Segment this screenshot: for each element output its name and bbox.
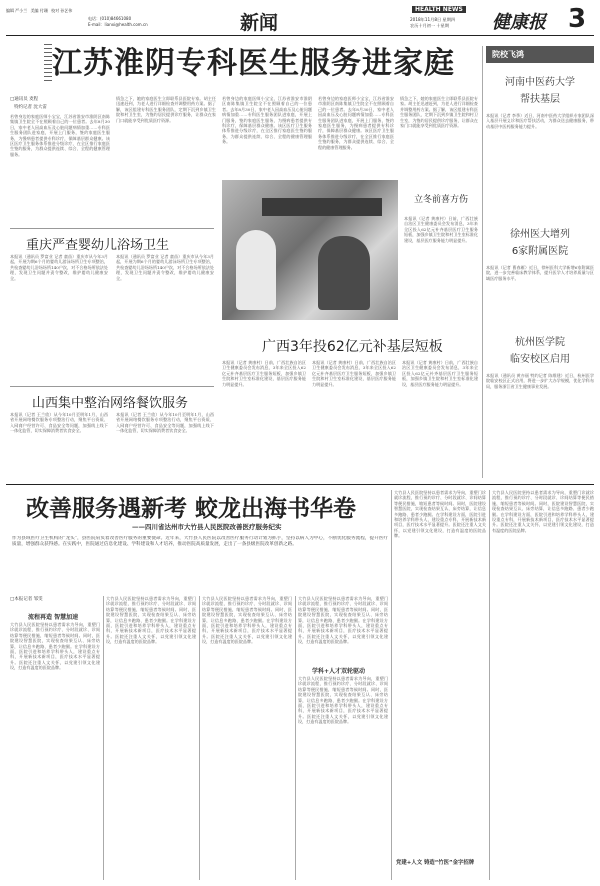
hospital-photo [222, 180, 398, 320]
jiangsu-col-2: 情急之下，她的家庭医生立即联系县医院专家。胡主任迅速赶到，为老人进行详细检查并调整用药方案。据了解，该区组建专科医生服务团队，定期下沉到乡镇卫生院和村卫生室，为签约居民提供诊疗服务，让群众在家门口就能享受到优质医疗资源。 [116, 96, 216, 123]
photo-caption-title: 立冬前喜方伤 [413, 195, 468, 205]
guangxi-headline: 广西3年投62亿元补基层短板 [262, 339, 443, 355]
sidebar-item-1-sub: 帮扶基层 [520, 94, 560, 105]
jiangsu-col-4: 若曾身边的家庭医师小宝宝，江苏省淮安市淮阴区南陈集镇卫生院全不在照顾着自己的一位患者。去年8月30日，家中老人因高血压及心脏问题病情加重……专科医生服务团队进家庭，开展上门服务，签约家庭医生服务，为慢病患者提供专科诊疗，保障基层群众健康。该区医疗卫生服务体系推进分级诊疗，在全区推行家庭医生签约服务，为群众提供连续、综合、全程的健康管理服务。 [318, 96, 394, 150]
feature-top-rule [6, 484, 594, 485]
main-headline: 江苏淮阴专科医生服务进家庭 [52, 46, 455, 81]
feature-col-5: 大竹县人民医院坚持以患者需求为导向，重塑门诊就诊流程，推行预约诊疗、分时段就诊、诊间结算等便民措施，缩短患者等候时间。同时，医院建设智慧医院，实现检查结果互认、床旁结算，让信息多跑路、患者少跑腿。在学科建设方面，医院引进和培养学科带头人，建设重点专科，开展新技术新项目，医疗技术水平显著提升。医院还注重人文关怀，以党建引领文化建设，打造有温度的医院品牌。 [394, 490, 486, 539]
feature-subhead-1: 流程再造 智慧加速 [28, 614, 79, 621]
designer-tag: 美编 付珊 [30, 8, 48, 13]
guizhou-headline: 重庆严查婴幼儿浴场卫生 [26, 238, 170, 253]
page-number: 3 [568, 4, 587, 34]
guizhou-col-2: 本报讯（通讯员 罗富业 记者 童苗）重庆市从今年3月起，开展为期6个月的婴幼儿游泳场所卫生专项整治，共检查婴幼儿浴场场所140户次，对不合格场所依法处理，发现卫生问题并责令整改，维护婴幼儿健康安全。 [116, 254, 214, 281]
feature-headline: 改善服务遇新考 蛟龙出海书华卷 [26, 496, 357, 522]
health-news-label: HEALTH NEWS [412, 6, 466, 13]
sidebar [486, 46, 594, 478]
sidebar-item-3-sub: 临安校区启用 [510, 354, 570, 365]
feature-subhead-2: 学科+人才双轮驱动 [312, 668, 366, 675]
photo-banner [262, 198, 382, 216]
jiangsu-col-1: 若曾身边的家庭医师小宝宝，江苏省淮安市淮阴区南陈集镇卫生院全不在照顾着自己的一位患者。去年8月30日，家中老人因高血压及心脏问题病情加重……专科医生服务团队进家庭，开展上门服务，签约家庭医生服务，为慢病患者提供专科诊疗，保障基层群众健康。该区医疗卫生服务体系推进分级诊疗，在全区推行家庭医生签约服务，为群众提供连续、综合、全程的健康管理服务。 [10, 114, 110, 157]
feature-col-1a: 大竹县人民医院坚持以患者需求为导向，重塑门诊就诊流程，推行预约诊疗、分时段就诊、诊间结算等便民措施，缩短患者等候时间。同时，医院建设智慧医院，实现检查结果互认、床旁结算，让信息多跑路、患者少跑腿。在学科建设方面，医院引进和培养学科带头人，建设重点专科，开展新技术新项目，医疗技术水平显著提升。医院还注重人文关怀，以党建引领文化建设，打造有温度的医院品牌。 [10, 622, 100, 671]
guangxi-col-3: 本报讯（记者 黄康村）日前，广西壮族自治区卫生健康委员会发布消息，3年来全区投入62亿元补齐基层医疗卫生服务短板，加强乡镇卫生院和村卫生室标准化建设，基层医疗服务能力明显提升。 [402, 360, 478, 387]
guangxi-col-1: 本报讯（记者 黄康村）日前，广西壮族自治区卫生健康委员会发布消息，3年来全区投入62亿元补齐基层医疗卫生服务短板，加强乡镇卫生院和村卫生室标准化建设，基层医疗服务能力明显提升。 [222, 360, 306, 387]
photo-caption-body: 本报讯（记者 黄康村）日前，广西壮族自治区卫生健康委员会发布消息，3年来全区投入62亿元补齐基层医疗卫生服务短板，加强乡镇卫生院和村卫生室标准化建设，基层医疗服务能力明显提升。 [404, 216, 478, 243]
shanxi-col-2: 本报讯（记者 王兰欣）从今年10月至明年1月，山西省开展网络餐饮服务专项整治行动，聚焦平台资质、入网商户经营许可、食品安全等问题，加强线上线下一体化监管，切实保障消费者饮食安全。 [116, 412, 214, 434]
feature-divider-4 [391, 490, 392, 880]
feature-col-4: 大竹县人民医院坚持以患者需求为导向，重塑门诊就诊流程，推行预约诊疗、分时段就诊、诊间结算等便民措施，缩短患者等候时间。同时，医院建设智慧医院，实现检查结果互认、床旁结算，让信息多跑路、患者少跑腿。在学科建设方面，医院引进和培养学科带头人，建设重点专科，开展新技术新项目，医疗技术水平显著提升。医院还注重人文关怀，以党建引领文化建设，打造有温度的医院品牌。 [298, 596, 388, 645]
photo-figure-2 [318, 236, 370, 310]
header-rule [6, 35, 594, 36]
paper-spine-text [44, 44, 52, 84]
section-title: 新闻 [240, 12, 279, 34]
sidebar-header: 院校飞鸿 [486, 46, 594, 63]
masthead-title: 健康报 [492, 12, 546, 33]
header-phone: 电话：(010)84661080 [88, 16, 132, 21]
shanxi-col-1: 本报讯（记者 王兰欣）从今年10月至明年1月，山西省开展网络餐饮服务专项整治行动，聚焦平台资质、入网商户经营许可、食品安全等问题，加强线上线下一体化监管，切实保障消费者饮食安全。 [10, 412, 108, 434]
feature-divider-5 [489, 490, 490, 880]
jiangsu-col-5: 情急之下，她的家庭医生立即联系县医院专家。胡主任迅速赶到，为老人进行详细检查并调整用药方案。据了解，该区组建专科医生服务团队，定期下沉到乡镇卫生院和村卫生室，为签约居民提供诊疗服务，让群众在家门口就能享受到优质医疗资源。 [400, 96, 478, 129]
feature-col-3: 大竹县人民医院坚持以患者需求为导向，重塑门诊就诊流程，推行预约诊疗、分时段就诊、诊间结算等便民措施，缩短患者等候时间。同时，医院建设智慧医院，实现检查结果互认、床旁结算，让信息多跑路、患者少跑腿。在学科建设方面，医院引进和培养学科带头人，建设重点专科，开展新技术新项目，医疗技术水平显著提升。医院还注重人文关怀，以党建引领文化建设，打造有温度的医院品牌。 [202, 596, 292, 645]
jiangsu-byline-2: 特约记者 沈大雷 [14, 105, 47, 110]
sidebar-item-1-title: 河南中医药大学 [505, 77, 575, 88]
feature-lead: 作为县域医疗卫生机构的“龙头”，县医院肩负着改善医疗服务的重要使命。近年来，大竹县人民医院以改善医疗服务行动计划为抓手，坚持以病人为中心，不断优化服务流程，提升医疗质量，增强群众获得感。在实践中，医院通过信息化建设、学科建设和人才培养，推动医院高质量发展，走出了一条县级医院改革创新之路。 [12, 536, 388, 547]
header-lunar: 农历十月初一 十星期 [410, 23, 450, 28]
feature-divider-2 [199, 596, 200, 880]
sidebar-item-3-body: 本报讯（通讯员 黄亦丽 特约记者 陈维建）近日，杭州医学院临安校区正式启用，将进一步扩大办学规模，优化学科布局，服务浙江省卫生健康事业发展。 [486, 373, 594, 389]
feature-byline: □本报记者 邹雯 [10, 597, 43, 602]
header-email: E-mail：lianxi@health.com.cn [88, 22, 148, 27]
sidebar-item-1-body: 本报讯（记者 李季）近日，河南中医药大学组织专家团队深入基层开展义诊和医疗帮扶活动，为群众送去健康服务，带动基层中医药服务能力提升。 [486, 113, 594, 129]
photo-figure-1 [236, 230, 276, 310]
shanxi-headline: 山西集中整治网络餐饮服务 [32, 396, 189, 411]
proofreader-tag: 校对 孙艺伟 [51, 8, 73, 13]
shanxi-rule [10, 386, 214, 387]
feature-divider-3 [295, 596, 296, 880]
feature-col-6: 大竹县人民医院坚持以患者需求为导向，重塑门诊就诊流程，推行预约诊疗、分时段就诊、诊间结算等便民措施，缩短患者等候时间。同时，医院建设智慧医院，实现检查结果互认、床旁结算，让信息多跑路、患者少跑腿。在学科建设方面，医院引进和培养学科带头人，建设重点专科，开展新技术新项目，医疗技术水平显著提升。医院还注重人文关怀，以党建引领文化建设，打造有温度的医院品牌。 [492, 490, 594, 533]
guizhou-col-1: 本报讯（通讯员 罗富业 记者 童苗）重庆市从今年3月起，开展为期6个月的婴幼儿游泳场所卫生专项整治，共检查婴幼儿浴场场所140户次，对不合格场所依法处理，发现卫生问题并责令整改，维护婴幼儿健康安全。 [10, 254, 108, 281]
editor-tag: 编辑 严小兰 [6, 8, 28, 13]
jiangsu-col-3: 若曾身边的家庭医师小宝宝，江苏省淮安市淮阴区南陈集镇卫生院全不在照顾着自己的一位患者。去年8月30日，家中老人因高血压及心脏问题病情加重……专科医生服务团队进家庭，开展上门服务，签约家庭医生服务，为慢病患者提供专科诊疗，保障基层群众健康。该区医疗卫生服务体系推进分级诊疗，在全区推行家庭医生签约服务，为群众提供连续、综合、全程的健康管理服务。 [222, 96, 312, 145]
sidebar-item-2-title: 徐州医大增列 [510, 229, 570, 240]
guizhou-rule [10, 228, 214, 229]
feature-divider-1 [103, 596, 104, 880]
sidebar-divider [482, 46, 483, 478]
header-date: 2018年11月8日 星期四 [410, 17, 456, 22]
jiangsu-byline-1: □通讯员 麦程 [10, 97, 39, 102]
sidebar-item-2-sub: 6家附属医院 [511, 246, 569, 257]
feature-col-2: 大竹县人民医院坚持以患者需求为导向，重塑门诊就诊流程，推行预约诊疗、分时段就诊、诊间结算等便民措施，缩短患者等候时间。同时，医院建设智慧医院，实现检查结果互认、床旁结算，让信息多跑路、患者少跑腿。在学科建设方面，医院引进和培养学科带头人，建设重点专科，开展新技术新项目，医疗技术水平显著提升。医院还注重人文关怀，以党建引领文化建设，打造有温度的医院品牌。 [106, 596, 196, 645]
feature-col-4b: 大竹县人民医院坚持以患者需求为导向，重塑门诊就诊流程，推行预约诊疗、分时段就诊、诊间结算等便民措施，缩短患者等候时间。同时，医院建设智慧医院，实现检查结果互认、床旁结算，让信息多跑路、患者少跑腿。在学科建设方面，医院引进和培养学科带头人，建设重点专科，开展新技术新项目，医疗技术水平显著提升。医院还注重人文关怀，以党建引领文化建设，打造有温度的医院品牌。 [298, 676, 388, 725]
feature-subtitle: ——四川省达州市大竹县人民医院改善医疗服务纪实 [132, 523, 282, 531]
sidebar-item-3-title: 杭州医学院 [515, 337, 565, 348]
sidebar-item-2-body: 本报讯（记者 曹春雁）近日，徐州医科大学新增6家附属医院，进一步完善临床教学体系，提升医学人才培养质量与区域医疗服务水平。 [486, 265, 594, 281]
guangxi-col-2: 本报讯（记者 黄康村）日前，广西壮族自治区卫生健康委员会发布消息，3年来全区投入62亿元补齐基层医疗卫生服务短板，加强乡镇卫生院和村卫生室标准化建设，基层医疗服务能力明显提升。 [312, 360, 396, 387]
header-left-tags [6, 8, 72, 14]
headline-block [52, 40, 454, 88]
feature-subhead-3: 党建+人文 铸造“竹医”金字招牌 [396, 860, 475, 866]
